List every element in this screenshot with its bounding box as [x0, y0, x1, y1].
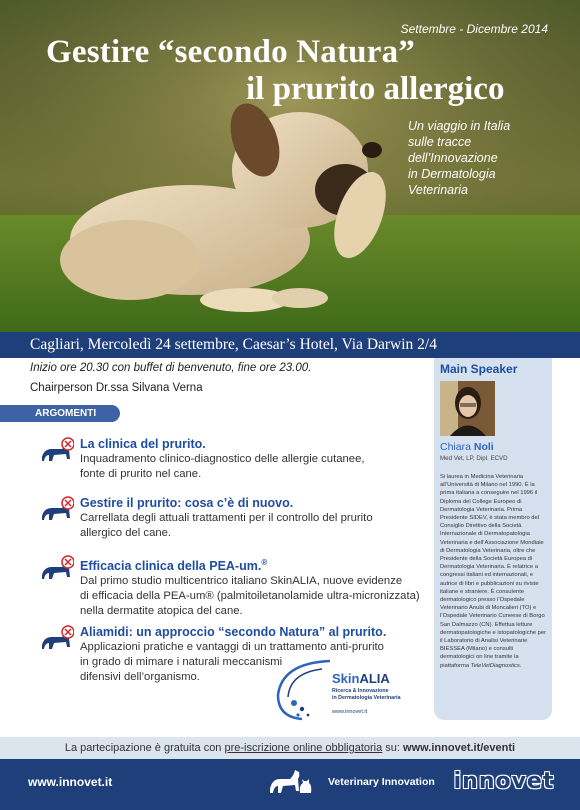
topic-item	[40, 496, 420, 541]
topic-title-text: Efficacia clinica della PEA-um.	[80, 559, 262, 574]
tagline-line: sulle tracce	[408, 135, 472, 149]
topic-text: di efficacia della PEA-um® (palmitoiletanolamide ultra-micronizzata)	[80, 590, 420, 603]
topic-text: nella dermatite atopica del cane.	[80, 605, 243, 618]
tagline-line: Veterinaria	[408, 183, 468, 197]
dog-no-itch-icon	[40, 496, 74, 526]
tagline-line: in Dermatologia	[408, 167, 496, 181]
speaker-last-name: Noli	[473, 441, 494, 453]
location-bar: Cagliari, Mercoledì 24 settembre, Caesar’s Hotel, Via Darwin 2/4	[0, 332, 580, 358]
innovet-logo-text: innovet	[453, 769, 555, 794]
period-label: Settembre - Dicembre 2014	[400, 22, 548, 36]
hero-banner	[0, 0, 580, 332]
tagline	[408, 118, 510, 198]
footer-slogan: Veterinary Innovation	[328, 776, 435, 788]
speaker-bio	[440, 473, 548, 670]
skinalia-sub-line: in Dermatologia Veterinaria	[332, 694, 401, 701]
start-time-rest: con buffet di benvenuto, fine ore 23.00.	[108, 362, 312, 374]
topic-text: Inquadramento clinico-diagnostico delle allergie cutanee,	[80, 453, 365, 465]
dog-no-itch-icon	[40, 555, 74, 585]
innovet-logo	[452, 767, 556, 797]
speaker-first-name: Chiara	[440, 441, 474, 453]
topic-title	[80, 555, 420, 574]
start-time	[30, 362, 311, 374]
main-speaker-box	[434, 358, 552, 720]
section-label-argomenti: ARGOMENTI	[0, 405, 120, 422]
topic-item	[40, 555, 420, 619]
dog-and-cat-icon	[266, 767, 314, 797]
skinalia-name-a: Skin	[332, 671, 360, 686]
skinalia-name-b: ALIA	[359, 671, 390, 686]
dog-no-itch-icon	[40, 437, 74, 467]
footer	[0, 759, 580, 810]
topic-title: Aliamidi: un approccio “secondo Natura” al prurito.	[80, 625, 387, 639]
skinalia-sub-line: Ricerca & Innovazione	[332, 688, 389, 694]
topic-text: allergico del cane.	[80, 527, 172, 539]
main-title-line1: Gestire “secondo Natura”	[46, 34, 415, 70]
dog-no-itch-icon	[40, 625, 74, 655]
topic-text: Carrellata degli attuali trattamenti per il controllo del prurito	[80, 512, 373, 524]
main-title-line2: il prurito allergico	[246, 71, 505, 107]
skinalia-swirl-icon	[272, 655, 332, 725]
speaker-name	[440, 441, 494, 453]
registered-mark: ®	[261, 558, 268, 567]
speaker-bio-platform: TeleVetDiagnostics.	[470, 662, 522, 669]
participation-text: su:	[382, 742, 404, 754]
topic-text: fonte di prurito nel cane.	[80, 468, 202, 480]
speaker-bio-text: Si laurea in Medicina Veterinaria all’Università di Milano nel 1990. È la prima italiana a conseguire nel 1996 il Diploma del College Europeo di Dermatologia Veterinaria. Prima Presidente SIDEV, è stata membro del Consiglio Direttivo della Società Internazionale di Dermatopatologia Veterinaria e dell’Associazione Mondiale di Dermatologia Veterinaria, oltre che Presidente della Società Europea di Dermatologia Veterinaria. È relatrice a congressi italiani ed internazionali, e autrice di libri e pubblicazioni su riviste italiane e straniere. È consulente dermatologico presso l’Ospedale Veterinario Anubi di Moncalieri (TO) e l’Ospedale Veterinario Cuneese di Borgo San Dalmazzo (CN). Effettua letture dermatopatologiche e istopatologiche per il Laboratorio di Analisi Veterinarie BIESSEA (Milano) e consulti dermatologici on line tramite la piattaforma	[440, 474, 547, 669]
topic-text: difensivi dell’organismo.	[80, 671, 200, 683]
speaker-header: Main Speaker	[440, 362, 518, 376]
topic-text: in grado di mimare i naturali meccanismi	[80, 656, 283, 668]
start-time-bold: Inizio ore 20.30	[30, 362, 109, 374]
events-url-link[interactable]: www.innovet.it/eventi	[403, 742, 516, 754]
topic-title: La clinica del prurito.	[80, 437, 206, 451]
speaker-credentials: Med Vet, LP, Dipl. ECVD	[440, 455, 508, 462]
skinalia-subtitle	[332, 688, 401, 701]
chairperson: Chairperson Dr.ssa Silvana Verna	[30, 382, 203, 394]
participation-text: La partecipazione è gratuita con	[64, 742, 225, 754]
topic-text: Applicazioni pratiche e vantaggi di un trattamento anti-prurito	[80, 641, 384, 653]
topic-text: Dal primo studio multicentrico italiano SkinALIA, nuove evidenze	[80, 575, 403, 588]
skinalia-logo	[272, 655, 422, 725]
tagline-line: Un viaggio in Italia	[408, 119, 511, 133]
skinalia-url[interactable]: www.innovet.it	[332, 709, 368, 715]
speaker-photo	[440, 381, 495, 436]
skinalia-name	[332, 671, 390, 686]
participation-bar	[0, 737, 580, 759]
registration-link[interactable]: pre-iscrizione online obbligatoria	[224, 742, 383, 754]
topic-title: Gestire il prurito: cosa c’è di nuovo.	[80, 496, 294, 510]
footer-url-link[interactable]: www.innovet.it	[28, 775, 113, 789]
tagline-line: dell’Innovazione	[408, 151, 498, 165]
topic-item	[40, 437, 420, 482]
speaker-portrait	[440, 381, 495, 436]
